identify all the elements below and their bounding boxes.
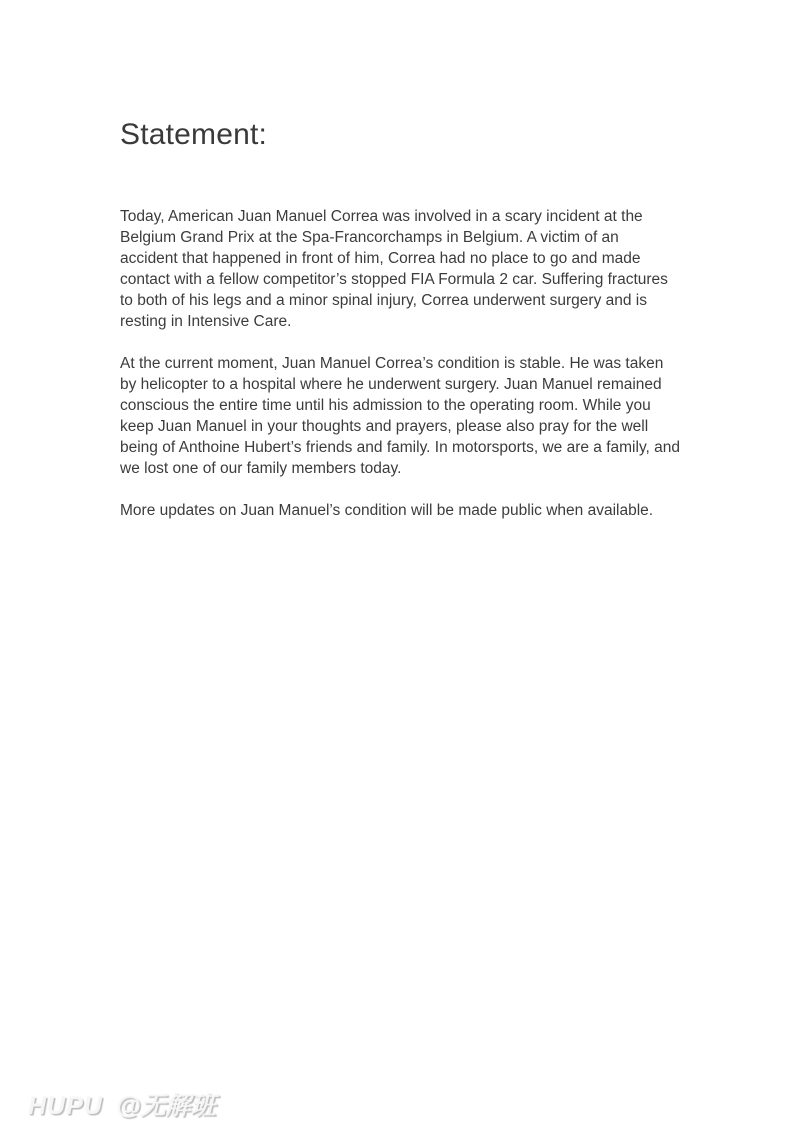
hupu-watermark [28,1086,216,1122]
statement-paragraph-3: More updates on Juan Manuel’s condition will be made public when available. [120,502,654,519]
statement-heading: Statement: [120,118,268,151]
statement-paragraph-2: At the current moment, Juan Manuel Correa’s condition is stable. He was taken by helicopter to a hospital where he underwent surgery. Juan Manuel remained conscious the entire time until his admission to the operating room. While you keep Juan Manuel in your thoughts and prayers, please also pray for the well being of Anthoine Hubert’s friends and family. In motorsports, we are a family, and we lost one of our family members today. [120,355,681,477]
statement-paragraph-1: Today, American Juan Manuel Correa was involved in a scary incident at the Belgium Grand Prix at the Spa-Francorchamps in Belgium. A victim of an accident that happened in front of him, Correa had no place to go and made contact with a fellow competitor’s stopped FIA Formula 2 car. Suffering fractures to both of his legs and a minor spinal injury, Correa underwent surgery and is resting in Intensive Care. [120,208,668,330]
statement-body [120,206,680,542]
watermark-author-handle: @无解班 [116,1092,216,1120]
hupu-logo-text: HUPU [28,1092,103,1120]
